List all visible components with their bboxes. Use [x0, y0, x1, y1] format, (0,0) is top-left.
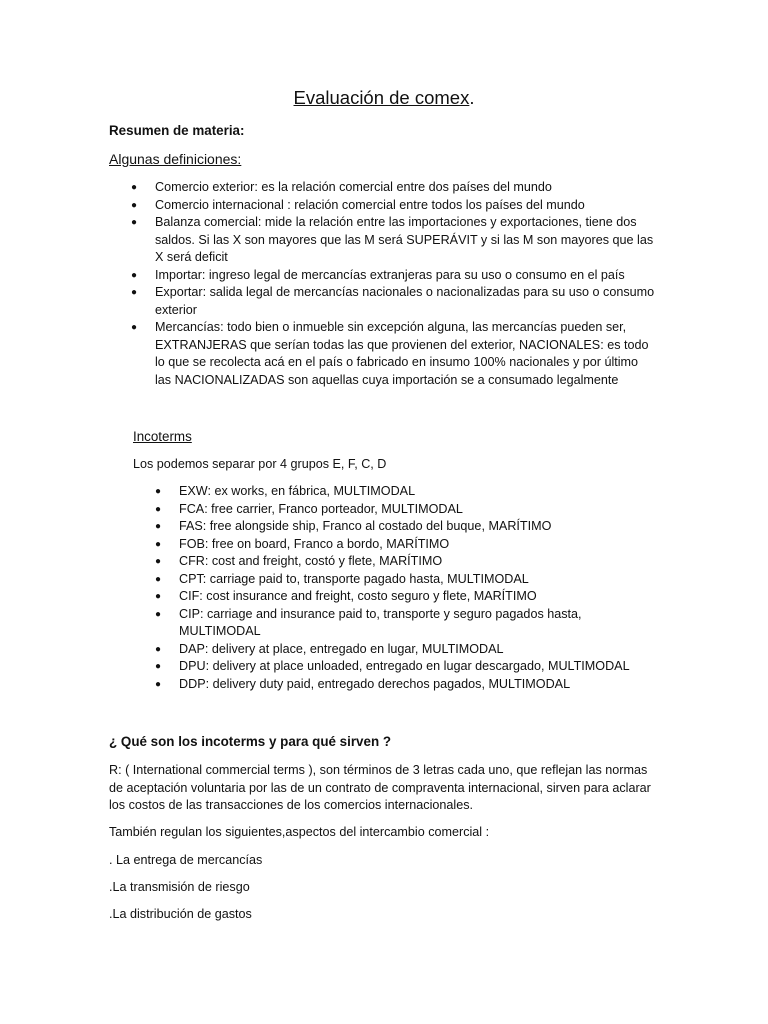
bullet-icon: ●	[131, 287, 138, 298]
list-item	[155, 501, 649, 519]
list-item	[131, 179, 655, 197]
incoterm-text: CPT: carriage paid to, transporte pagado hasta, MULTIMODAL	[179, 571, 529, 586]
incoterm-text: FOB: free on board, Franco a bordo, MARÍTIMO	[179, 536, 450, 551]
bullet-icon: ●	[131, 269, 138, 281]
summary-heading: Resumen de materia:	[109, 123, 245, 138]
bullet-icon: ●	[155, 538, 162, 550]
bullet-icon: ●	[155, 661, 162, 672]
list-item	[131, 319, 655, 389]
list-item	[131, 197, 655, 215]
list-item	[155, 676, 649, 694]
bullet-icon: ●	[155, 643, 162, 655]
incoterm-text: DPU: delivery at place unloaded, entregado en lugar descargado, MULTIMODAL	[179, 659, 630, 673]
incoterms-heading: Incoterms	[133, 429, 192, 444]
definition-text: Comercio internacional : relación comercial entre todos los países del mundo	[155, 197, 585, 212]
question-heading: ¿ Qué son los incoterms y para qué sirven ?	[109, 734, 392, 749]
incoterm-text: CIF: cost insurance and freight, costo seguro y flete, MARÍTIMO	[179, 589, 537, 603]
list-item	[131, 214, 655, 267]
bullet-icon: ●	[131, 322, 138, 333]
bullet-icon: ●	[155, 521, 162, 532]
list-item	[155, 658, 649, 676]
aspect-item: .La distribución de gastos	[109, 907, 252, 921]
list-item	[155, 571, 649, 589]
definitions-list	[131, 179, 655, 389]
list-item	[155, 553, 649, 571]
list-item	[155, 641, 649, 659]
incoterm-text: CIP: carriage and insurance paid to, transporte y seguro pagados hasta, MULTIMODAL	[179, 606, 582, 638]
definitions-heading: Algunas definiciones:	[109, 151, 242, 167]
definition-text: Balanza comercial: mide la relación entre las importaciones y exportaciones, tiene dos saldos. Si las X son mayores que las M será SUPERÁVIT y si las M son mayores que las X será deficit	[155, 215, 654, 264]
incoterms-list	[155, 483, 649, 693]
incoterm-text: EXW: ex works, en fábrica, MULTIMODAL	[179, 484, 416, 498]
bullet-icon: ●	[131, 182, 138, 193]
incoterm-text: CFR: cost and freight, costó y flete, MARÍTIMO	[179, 554, 443, 568]
list-item	[155, 518, 649, 536]
incoterm-text: FAS: free alongside ship, Franco al costado del buque, MARÍTIMO	[179, 519, 552, 533]
bullet-icon: ●	[155, 573, 162, 585]
bullet-icon: ●	[155, 678, 162, 690]
list-item	[155, 536, 649, 554]
incoterm-text: FCA: free carrier, Franco porteador, MULTIMODAL	[179, 501, 463, 516]
definition-text: Mercancías: todo bien o inmueble sin excepción alguna, las mercancías pueden ser, EXTRANJERAS que serían todas las que provienen del exterior, NACIONALES: es todo lo que se recolecta acá en el país o fabricado en insumo 100% nacionales y por último las NACIONALIZADAS son aquellas cuya importación se a consumado legalmente	[155, 320, 649, 387]
aspect-item: .La transmisión de riesgo	[109, 880, 250, 894]
document-title-suffix: .	[469, 87, 475, 108]
answer-paragraph: R: ( International commercial terms ), son términos de 3 letras cada uno, que reflejan las normas de aceptación voluntaria por las de un contrato de compraventa internacional, sirven para aclarar los costos de las transacciones de los comercios internacionales.	[109, 763, 651, 812]
list-item	[155, 588, 649, 606]
bullet-icon: ●	[155, 591, 162, 602]
bullet-icon: ●	[155, 608, 162, 620]
regulates-intro: También regulan los siguientes,aspectos del intercambio comercial :	[109, 825, 490, 839]
definition-text: Exportar: salida legal de mercancías nacionales o nacionalizadas para su uso o consumo exterior	[155, 285, 655, 317]
list-item	[155, 606, 649, 641]
list-item	[131, 267, 655, 285]
definition-text: Comercio exterior: es la relación comercial entre dos países del mundo	[155, 180, 552, 194]
incoterms-intro: Los podemos separar por 4 grupos E, F, C, D	[133, 457, 387, 471]
bullet-icon: ●	[155, 486, 162, 497]
bullet-icon: ●	[131, 217, 138, 228]
aspect-item: . La entrega de mercancías	[109, 853, 263, 867]
list-item	[155, 483, 649, 501]
bullet-icon: ●	[155, 503, 162, 515]
bullet-icon: ●	[131, 199, 138, 211]
incoterm-text: DAP: delivery at place, entregado en lugar, MULTIMODAL	[179, 641, 504, 656]
bullet-icon: ●	[155, 556, 162, 567]
list-item	[131, 284, 655, 319]
incoterm-text: DDP: delivery duty paid, entregado derechos pagados, MULTIMODAL	[179, 676, 571, 691]
document-title-text: Evaluación de comex	[293, 87, 470, 108]
definition-text: Importar: ingreso legal de mercancías extranjeras para su uso o consumo en el país	[155, 267, 625, 282]
document-title	[0, 87, 768, 109]
